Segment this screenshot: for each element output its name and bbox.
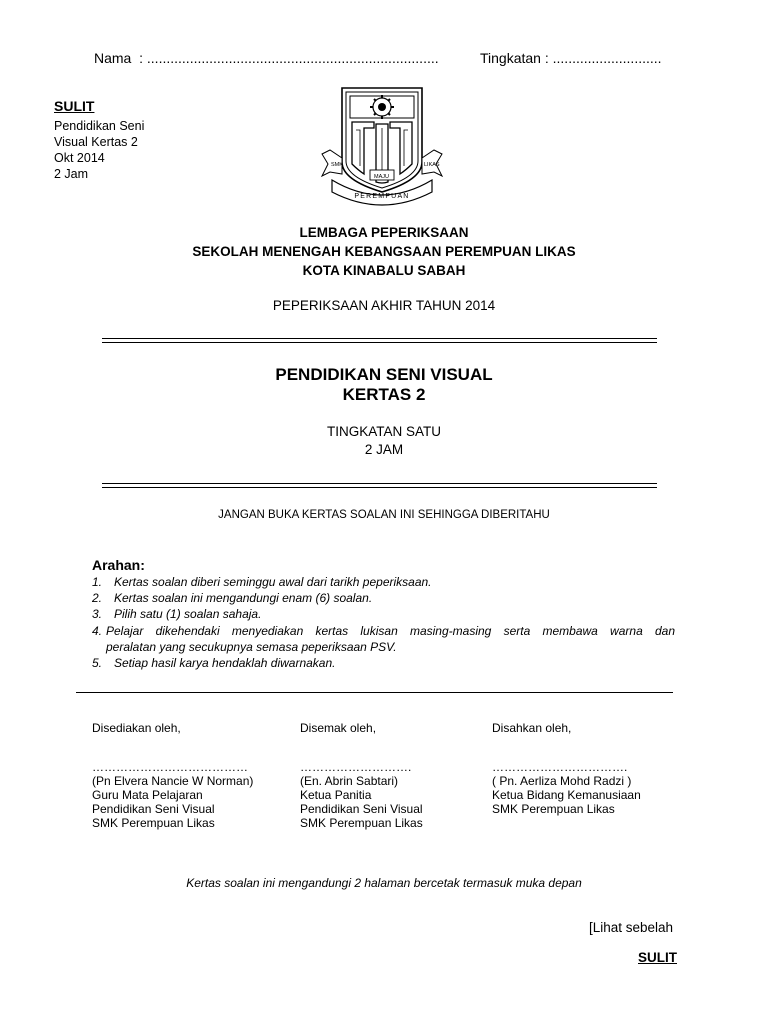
instruction-text: Kertas soalan diberi seminggu awal dari tarikh peperiksaan. bbox=[114, 575, 432, 589]
signature-label: Disahkan oleh, bbox=[492, 721, 572, 735]
signature-line: ………………………. bbox=[300, 760, 412, 774]
instruction-text: Setiap hasil karya hendaklah diwarnakan. bbox=[114, 656, 336, 670]
duration-line: 2 Jam bbox=[54, 167, 89, 181]
school-crest-icon bbox=[320, 84, 444, 212]
instruction-number: 4. bbox=[92, 624, 103, 638]
instruction-text: Kertas soalan ini mengandungi enam (6) soalan. bbox=[114, 591, 373, 605]
instruction-item bbox=[92, 655, 675, 672]
institution-line-2: SEKOLAH MENENGAH KEBANGSAAN PEREMPUAN LIKAS bbox=[192, 244, 576, 259]
instruction-text: Pilih satu (1) soalan sahaja. bbox=[114, 607, 262, 621]
page-title: PENDIDIKAN SENI VISUAL bbox=[275, 365, 493, 384]
signature-dept: Pendidikan Seni Visual bbox=[300, 802, 423, 816]
signature-block-approved bbox=[492, 721, 641, 816]
instruction-item bbox=[92, 606, 675, 623]
signature-label: Disediakan oleh, bbox=[92, 721, 181, 735]
instruction-number: 5. bbox=[92, 656, 103, 670]
instruction-number: 2. bbox=[92, 591, 103, 605]
ribbon-mid-text: MAJU bbox=[374, 174, 389, 180]
signature-role: Guru Mata Pelajaran bbox=[92, 788, 203, 802]
page-count-note: Kertas soalan ini mengandungi 2 halaman bercetak termasuk muka depan bbox=[186, 876, 582, 890]
subject-line: Pendidikan Seni bbox=[54, 119, 145, 133]
ribbon-bottom-text: PEREMPUAN bbox=[354, 193, 410, 200]
instruction-continuation: peralatan yang secukupnya semasa peperiksaan PSV. bbox=[106, 640, 397, 654]
instruction-item bbox=[92, 623, 675, 640]
exam-name: PEPERIKSAAN AKHIR TAHUN 2014 bbox=[272, 298, 496, 313]
duration-text: 2 JAM bbox=[364, 442, 404, 457]
signature-name: (Pn Elvera Nancie W Norman) bbox=[92, 774, 254, 788]
divider bbox=[76, 692, 673, 693]
institution-line-3: KOTA KINABALU SABAH bbox=[302, 263, 466, 278]
signature-line: ………………………………… bbox=[92, 760, 248, 774]
instruction-item bbox=[92, 574, 675, 591]
signature-role: Ketua Panitia bbox=[300, 788, 372, 802]
paper-line: Visual Kertas 2 bbox=[54, 135, 138, 149]
date-line: Okt 2014 bbox=[54, 151, 105, 165]
sulit-label: SULIT bbox=[54, 98, 95, 114]
turn-page-note: [Lihat sebelah bbox=[589, 920, 674, 935]
tingkatan-field: Tingkatan : ............................ bbox=[480, 50, 662, 66]
signature-school: SMK Perempuan Likas bbox=[92, 816, 215, 830]
signature-role: Ketua Bidang Kemanusiaan bbox=[492, 788, 641, 802]
paper-title: KERTAS 2 bbox=[342, 385, 426, 404]
instruction-number: 3. bbox=[92, 607, 103, 621]
double-divider bbox=[102, 338, 657, 343]
signature-dept: Pendidikan Seni Visual bbox=[92, 802, 215, 816]
signature-label: Disemak oleh, bbox=[300, 721, 377, 735]
signature-line: ……………………………. bbox=[492, 760, 628, 774]
ribbon-left-text: SMK bbox=[331, 162, 343, 168]
ribbon-right-text: LIKAS bbox=[424, 162, 440, 168]
warning-text: JANGAN BUKA KERTAS SOALAN INI SEHINGGA DIBERITAHU bbox=[218, 509, 550, 521]
instruction-item bbox=[92, 590, 675, 607]
level-text: TINGKATAN SATU bbox=[326, 424, 441, 439]
nama-field: Nama : ........................................................................... bbox=[94, 50, 439, 66]
sulit-footer-label: SULIT bbox=[638, 950, 677, 965]
instruction-text: Pelajar dikehendaki menyediakan kertas lukisan masing-masing serta membawa warna dan bbox=[106, 624, 675, 638]
instructions-heading: Arahan: bbox=[92, 557, 145, 573]
signature-dept: SMK Perempuan Likas bbox=[492, 802, 615, 816]
signature-block-prepared bbox=[92, 721, 253, 830]
signature-name: ( Pn. Aerliza Mohd Radzi ) bbox=[492, 774, 632, 788]
signature-block-checked bbox=[300, 721, 423, 830]
signature-name: (En. Abrin Sabtari) bbox=[300, 774, 399, 788]
institution-line-1: LEMBAGA PEPERIKSAAN bbox=[299, 225, 469, 240]
instruction-number: 1. bbox=[92, 575, 103, 589]
signature-school: SMK Perempuan Likas bbox=[300, 816, 423, 830]
double-divider bbox=[102, 483, 657, 488]
